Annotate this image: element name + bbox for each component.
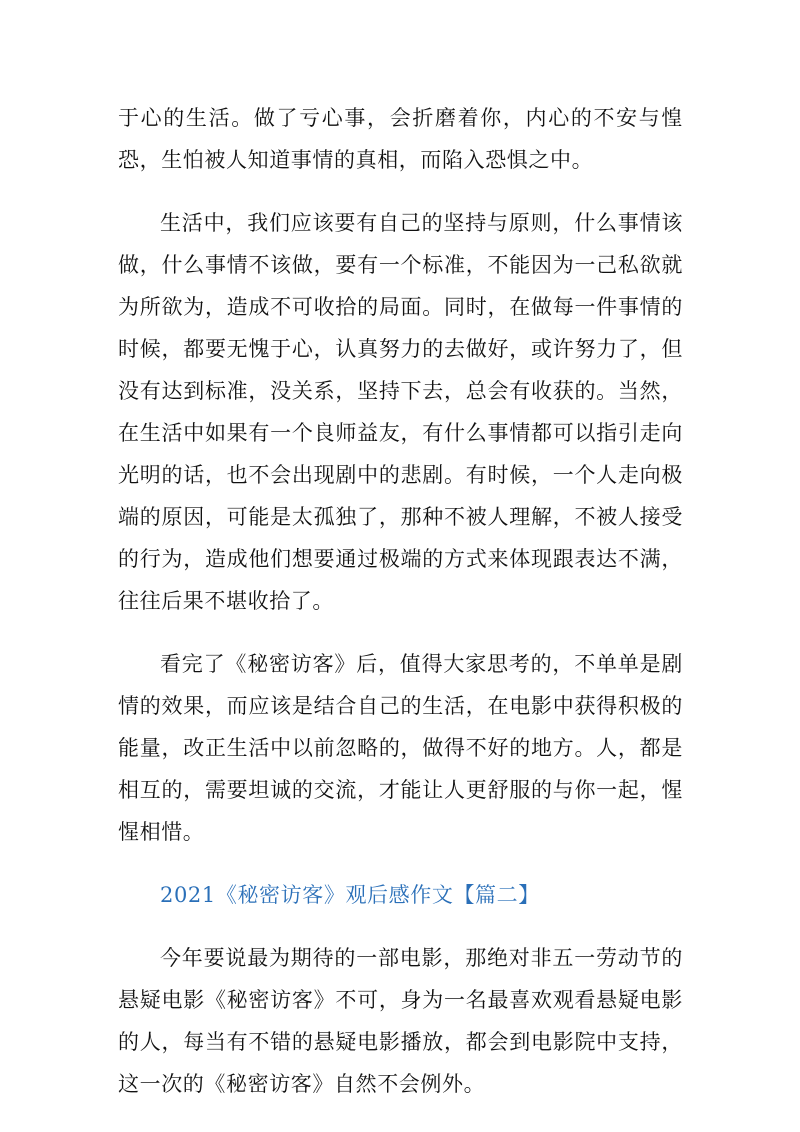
paragraph-intro-part-two: 今年要说最为期待的一部电影，那绝对非五一劳动节的悬疑电影《秘密访客》不可，身为一名最喜欢观看悬疑电影的人，每当有不错的悬疑电影播放，都会到电影院中支持，这一次的《秘密访客》自然不会例外。 [118, 946, 683, 1096]
document-body [118, 97, 683, 1126]
paragraph-principles: 生活中，我们应该要有自己的坚持与原则，什么事情该做，什么事情不该做，要有一个标准，不能因为一己私欲就为所欲为，造成不可收拾的局面。同时，在做每一件事情的时候，都要无愧于心，认真努力的去做好，或许努力了，但没有达到标准，没关系，坚持下去，总会有收获的。当然，在生活中如果有一个良师益友，有什么事情都可以指引走向光明的话，也不会出现剧中的悲剧。有时候，一个人走向极端的原因，可能是太孤独了，那种不被人理解，不被人接受的行为，造成他们想要通过极端的方式来体现跟表达不满，往往后果不堪收拾了。 [118, 211, 683, 613]
paragraph-continued: 于心的生活。做了亏心事，会折磨着你，内心的不安与惶恐，生怕被人知道事情的真相，而陷入恐惧之中。 [118, 106, 683, 172]
paragraph-reflection: 看完了《秘密访客》后，值得大家思考的，不单单是剧情的效果，而应该是结合自己的生活，在电影中获得积极的能量，改正生活中以前忽略的，做得不好的地方。人，都是相互的，需要坦诚的交流，才能让人更舒服的与你一起，惺惺相惜。 [118, 652, 683, 844]
section-heading: 2021《秘密访客》观后感作文【篇二】 [160, 883, 540, 907]
